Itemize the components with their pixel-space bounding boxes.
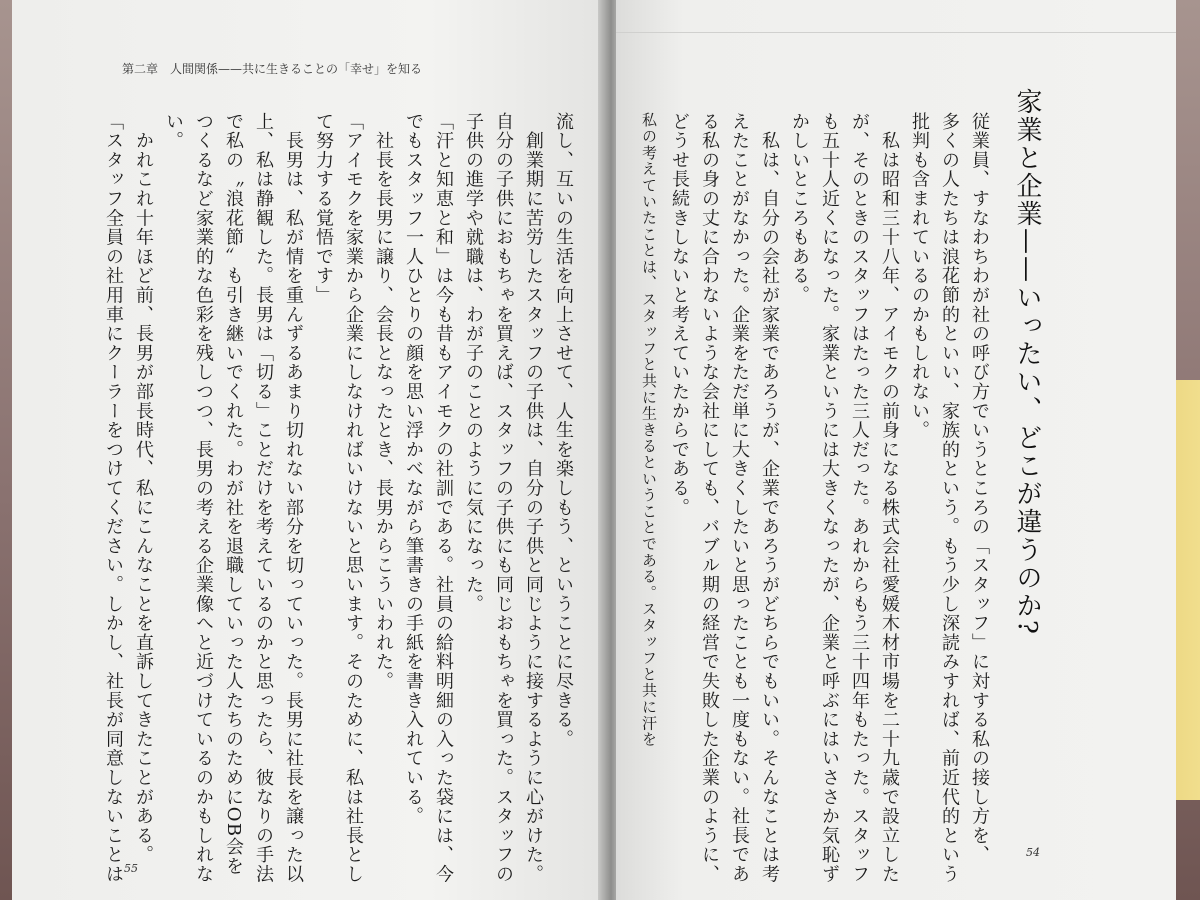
right-line-7: かしいところもある。 xyxy=(789,112,810,305)
right-page xyxy=(616,0,1176,900)
left-line-8: 「アイモクを家業から企業にしなければいけないと思います。そのために、私は社長とし xyxy=(343,112,364,884)
left-line-9: て努力する覚悟です」 xyxy=(313,112,334,305)
left-line-5: 「汗と知恵と和」は今も昔もアイモクの社訓である。社員の給料明細の入った袋には、今 xyxy=(433,112,454,884)
left-line-3: 自分の子供におもちゃを買えば、スタッフの子供にも同じおもちゃを買った。スタッフの xyxy=(493,112,514,884)
left-line-7: 社長を長男に譲り、会長となったとき、長男からこういわれた。 xyxy=(373,112,394,691)
right-line-11: どうせ長続きしないと考えていたからである。 xyxy=(669,112,690,518)
left-line-1: 流し、互いの生活を向上させて、人生を楽しもう、ということに尽きる。 xyxy=(553,112,574,749)
left-line-4: 子供の進学や就職は、わが子のことのように気になった。 xyxy=(463,112,484,614)
right-line-12: 私の考えていたことは、スタッフと共に生きるということである。スタッフと共に汗を xyxy=(640,112,658,748)
right-line-1: 従業員、すなわちわが社の呼び方でいうところの「スタッフ」に対する私の接し方を、 xyxy=(969,112,990,865)
left-line-12: で私の〝浪花節〟も引き継いでくれた。わが社を退職していった人たちのためにOB会を xyxy=(223,112,244,876)
left-line-16: 「スタッフ全員の社用車にクーラーをつけてください。しかし、社長が同意しないことは xyxy=(103,112,124,884)
right-line-6: も五十人近くになった。家業というには大きくなったが、企業と呼ぶにはいささか気恥ず xyxy=(819,112,840,884)
left-line-13: つくるなど家業的な色彩を残しつつ、長男の考える企業像へと近づけているのかもしれな xyxy=(193,112,214,884)
left-line-15: かれこれ十年ほど前、長男が部長時代、私にこんなことを直訴してきたことがある。 xyxy=(133,112,154,865)
right-line-8: 私は、自分の会社が家業であろうが、企業であろうがどちらでもいい。そんなことは考 xyxy=(759,112,780,884)
right-line-5: が、そのときのスタッフはたった三人だった。あれからもう三十四年もたった。スタッフ xyxy=(849,112,870,884)
right-line-2: 多くの人たちは浪花節的といい、家族的という。もう少し深読みすれば、前近代的という xyxy=(939,112,960,884)
right-page-number: 54 xyxy=(1026,846,1040,859)
right-line-9: えたことがなかった。企業をただ単に大きくしたいと思ったことも一度もない。社長であ xyxy=(729,112,750,884)
left-line-10: 長男は、私が情を重んずるあまり切れない部分を切っていった。長男に社長を譲った以 xyxy=(283,112,304,884)
left-line-14: い。 xyxy=(163,112,184,151)
right-line-4: 私は昭和三十八年、アイモクの前身になる株式会社愛媛木材市場を二十九歳で設立した xyxy=(879,112,900,884)
right-line-3: 批判も含まれているのかもしれない。 xyxy=(909,112,930,441)
section-title: 家業と企業——いったい、どこが違うのか? xyxy=(1012,88,1042,636)
left-line-2: 創業期に苦労したスタッフの子供は、自分の子供と同じように接するように心がけた。 xyxy=(523,112,544,884)
left-page-number: 55 xyxy=(124,862,138,875)
header-rule xyxy=(616,32,1176,33)
left-line-11: 上、私は静観した。長男は「切る」ことだけを考えているのかと思ったら、彼なりの手法 xyxy=(253,112,274,884)
chapter-header: 第二章 人間関係——共に生きることの「幸せ」を知る xyxy=(122,62,423,76)
left-page xyxy=(12,0,610,900)
left-line-6: でもスタッフ一人ひとりの顔を思い浮かべながら筆書きの手紙を書き入れている。 xyxy=(403,112,424,827)
right-line-10: る私の身の丈に合わないような会社にしても、バブル期の経営で失敗した企業のように、 xyxy=(699,112,720,884)
